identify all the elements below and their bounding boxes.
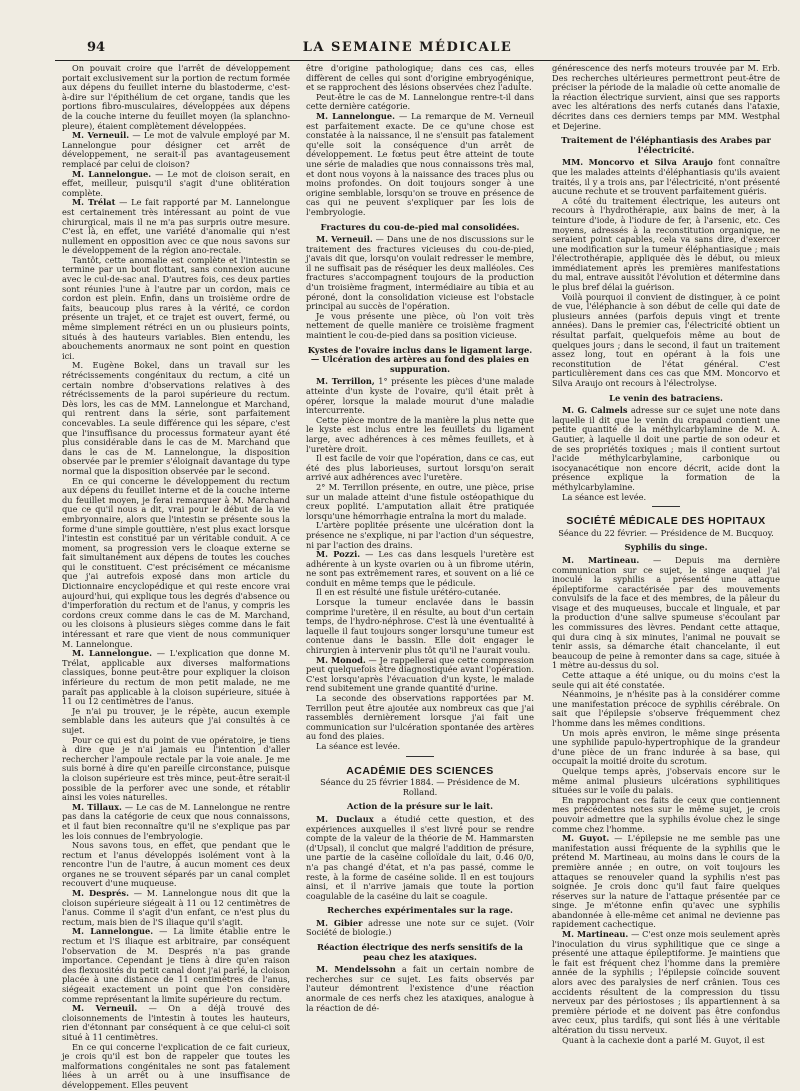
- section-divider: [652, 506, 680, 507]
- paragraph: En ce qui concerne l'explication de ce fait curieux, je crois qu'il est bon de rappeler que toutes les malformations congénitales ne sont pas fatalement liées à un arrêt ou à une insuffisance de développement. Elles peuvent: [62, 1041, 290, 1090]
- speaker-name: M. Trélat: [72, 197, 116, 208]
- paragraph-text: adresse une note sur ce sujet. (Voir Société de biologie.): [306, 917, 535, 938]
- paragraph: On pouvait croire que l'arrêt de développement portait exclusivement sur la portion de rectum formée aux dépens du feuillet interne du blastoderme, c'est-à-dire sur l'épithélium de cet organe, tandis que les portions fibro-musculaires, développées aux dépens de la couche interne du feuillet moyen (la splanchno-pleure), étaient complètement développées.: [62, 63, 290, 131]
- paragraph: A côté du traitement électrique, les auteurs ont recours à l'hydrothérapie, aux bains de mer, à la teinture d'iode, à l'iodure de fer, à l'arsenic, etc. Ces moyens, adressés à la reconstitution organique, ne seraient point capables, cela va sans dire, d'exercer une modification sur la tumeur éléphantiasique ; mais l'électrothérapie, appliquée dès le début, ou mieux immédiatement après les premières manifestations du mal, entrave aussitôt l'évolution et détermine dans le plus bref délai la guérison.: [552, 195, 780, 293]
- speaker-name: M. Lannelongue.: [316, 110, 396, 121]
- paragraph-text: — On a déjà trouvé des cloisonnements de l'intestin à toutes les hauteurs, rien d'étonnant par conséquent à ce que celui-ci soit situé à 11 centimètres.: [62, 1003, 290, 1042]
- paragraph: [306, 377, 534, 415]
- speaker-name: M. Després.: [72, 888, 129, 899]
- page-number: 94: [87, 40, 106, 55]
- paragraph: Peut-être le cas de M. Lannelongue rentre-t-il dans cette dernière catégorie.: [306, 91, 534, 112]
- paragraph: [306, 919, 534, 938]
- society-title: ACADÉMIE DES SCIENCES: [346, 764, 494, 777]
- speaker-name: M. Lannelongue.: [72, 168, 152, 179]
- section-heading: Kystes de l'ovaire inclus dans le ligament large. — Ulcération des artères au fond des plaies en suppuration.: [307, 344, 533, 374]
- speaker-name: M. Mendelssohn: [316, 964, 396, 975]
- paragraph-text: — La remarque de M. Verneuil est parfaitement exacte. De ce qu'une chose est constatée à la naissance, il ne s'ensuit pas fatalement qu'elle soit la conséquence d'un arrêt de développement. Le fœtus peut être atteint de toute une série de maladies que nous connaissons très mal, et dont nous voyons à la naissance des traces plus ou moins profondes. On doit toujours songer à une origine semblable, lorsqu'on se trouve en présence de cas qui ne peuvent s'expliquer par les lois de l'embryologie.: [306, 110, 535, 217]
- section-heading: Recherches expérimentales sur la rage.: [327, 905, 513, 916]
- paragraph-text: — Je rappellerai que cette compression peut quelquefois être diagnostiquée avant l'opération. C'est lorsqu'après l'évacuation d'un kyste, le malade rend subitement une grande quantité d'urine.: [306, 654, 535, 694]
- section-divider: [406, 756, 434, 757]
- paragraph-text: — L'épilepsie ne me semble pas une manifestation aussi fréquente de la syphilis que le prétend M. Martineau, au moins dans le cours de la première année ; en outre, on voit toujours les attaques se renouveler quand la syphilis n'est pas soignée. Je crois donc qu'il faut faire quelques réserves sur la nature de l'attaque présentée par ce singe. Je m'étonne enfin qu'avec une syphilis abandonnée à elle-même cet animal ne devienne pas rapidement cachectique.: [552, 833, 780, 930]
- society-title: SOCIÉTÉ MÉDICALE DES HOPITAUX: [566, 515, 766, 528]
- paragraph: M. Eugène Bokel, dans un travail sur les rétrécissements congénitaux du rectum, a cité un certain nombre d'observations relatives à des rétrécissements de la paroi supérieure du rectum. Dès lors, les cas de MM. Lannelongue et Marchand, qui rentrent dans la série, sont parfaitement concevables. La seule différence qui les sépare, c'est que l'insuffisance du processus formateur ayant été plus considérable dans le cas de M. Marchand que dans le cas de M. Lannelongue, la disposition observée par le premier s'éloignait davantage du type normal que la disposition observée par le second.: [62, 360, 290, 476]
- paragraph: Je vous présente une pièce, où l'on voit très nettement de quelle manière ce troisième fragment maintient le cou-de-pied dans sa position vicieuse.: [306, 310, 534, 341]
- paragraph-text: — Depuis ma dernière communication sur ce sujet, le singe auquel j'ai inoculé la syphilis a présenté une attaque épileptiforme caractérisée par des mouvements convulsifs de la face et des membres, de la pâleur du visage et des muqueuses, buccale et linguale, et par la production d'une salive spumeuse s'écoulant par les commissures des lèvres. Pendant cette attaque, qui dura cinq à six minutes, l'animal ne pouvait se tenir assis, sa démarche était chancelante, il eut beaucoup de peine à remonter dans sa cage, située à 1 mètre au-dessus du sol.: [552, 554, 781, 671]
- paragraph: Je n'ai pu trouver, je le répète, aucun exemple semblable dans les auteurs que j'ai consultés à ce sujet.: [62, 705, 290, 735]
- section-heading: Le venin des batraciens.: [609, 392, 723, 403]
- paragraph-text: — Le cas de M. Lannelongue ne rentre pas dans la catégorie de ceux que nous connaissons, et il faut bien reconnaître qu'il ne s'explique pas par les lois connues de l'embryologie.: [62, 801, 290, 841]
- paragraph: [62, 131, 290, 169]
- section-heading: Fractures du cou-de-pied mal consolidées.: [320, 221, 520, 232]
- session-line: Séance du 22 février. — Présidence de M. Bucquoy.: [558, 527, 774, 538]
- text-column-left: [62, 63, 291, 1090]
- paragraph: [62, 649, 290, 707]
- paragraph: [62, 198, 290, 256]
- paragraph-text: — M. Lannelongue nous dit que la cloison supérieure siégeait à 11 ou 12 centimètres de l'anus. Comme il s'agit d'un enfant, ce n'est plus du rectum, mais bien de l'S iliaque qu'il s'agit.: [62, 888, 291, 927]
- section-heading: Réaction électrique des nerfs sensitifs de la peau chez les ataxiques.: [317, 942, 523, 962]
- paragraph: Pour ce qui est du point de vue opératoire, je tiens à dire que je n'ai jamais eu l'intention d'aller rechercher l'ampoule rectale par la voie anale. Je me suis borné à dire qu'en pareille circonstance, puisque la cloison supérieure est très mince, peut-être serait-il possible de la perforer avec une sonde, et rétablir ainsi les voies naturelles.: [62, 734, 290, 803]
- paragraph: La séance est levée.: [316, 740, 401, 751]
- paragraph: [552, 158, 780, 196]
- speaker-name: M. Pozzi.: [316, 549, 361, 560]
- speaker-name: M. Verneuil.: [72, 130, 130, 141]
- speaker-name: M. Verneuil.: [72, 1003, 138, 1014]
- paragraph: Quelque temps après, j'observais encore sur le même animal plusieurs ulcérations syphilitiques situées sur le voile du palais.: [552, 765, 780, 796]
- paragraph-text: 1° présente les pièces d'une malade atteinte d'un kyste de l'ovaire, qu'il était prêt à opérer, lorsque la malade mourut d'une maladie intercurrente.: [306, 376, 534, 416]
- paragraph-text: a étudié cette question, et des expériences auxquelles il s'est livré pour se rendre compte de la valeur de la théorie de M. Hammarsten (d'Upsal), il conclut que malgré l'addition de présure, une partie de la caséine colloïdale du lait, 0.46 0/0, n'a pas changé d'état, et n'a pas passé, comme le reste, à la forme de caséine solide. Il en est toujours ainsi, et il n'arrive jamais que toute la portion coagulable de la caséine du lait se coagule.: [306, 813, 534, 901]
- paragraph: [306, 112, 534, 218]
- section-heading: Action de la présure sur le lait.: [346, 801, 494, 812]
- speaker-name: M. Tillaux.: [72, 801, 122, 812]
- paragraph-text: — Dans une de nos discussions sur le traitement des fractures vicieuses du cou-de-pied, j'avais dit que, lorsqu'on voulait redresser le membre, il ne suffisait pas de réséquer les deux malléoles. Ces fractures s'accompagnent toujours de la production d'un troisième fragment, intermédiaire au tibia et au péroné, dont la consolidation vicieuse est l'obstacle principal au succès de l'opération.: [306, 234, 534, 312]
- paragraph: [62, 170, 290, 199]
- paragraph-text: — La limite établie entre le rectum et l'S iliaque est arbitraire, par conséquent l'observation de M. Després n'a pas grande importance. Cependant je tiens à dire qu'en raison des flexuosités du petit canal dont j'ai parlé, la cloison placée à une distance de 11 centimètres de l'anus, siégeait exactement un point que l'on considère comme représentant la limite supérieure du rectum.: [62, 926, 291, 1004]
- speaker-name: M. Martineau.: [562, 929, 629, 940]
- paragraph: Lorsque la tumeur enclavée dans le bassin comprime l'uretère, il en résulte, au bout d'un certain temps, de l'hydro-néphrose. C'est là une éventualité à laquelle il faut toujours songer lorsqu'une tumeur est contenue dans le bassin. Elle doit engager le chirurgien à intervenir plus tôt qu'il ne l'aurait voulu.: [306, 597, 534, 656]
- paragraph-text: — Les cas dans lesquels l'uretère est adhérente à un kyste ovarien ou à un fibrome utérin, ne sont pas extrêmement rares, et souvent on a lié ce conduit en même temps que le pédicule.: [306, 549, 534, 588]
- paragraph-text: — Le mot de cloison serait, en effet, meilleur, puisqu'il s'agit d'une oblitération complète.: [62, 168, 291, 198]
- paragraph-text: — L'explication que donne M. Trélat, applicable aux diverses malformations classiques, bonne peut-être pour expliquer la cloison inférieure du rectum de mon petit malade, ne me paraît pas applicable à la cloison supérieure, située à 11 ou 12 centimètres de l'anus.: [62, 648, 290, 707]
- paragraph: Nous savons tous, en effet, que pendant que le rectum et l'anus développés isolément vont à la rencontre l'un de l'autre, à aucun moment ces deux organes ne se trouvent séparés par un canal complet recouvert d'une muqueuse.: [62, 840, 290, 889]
- paragraph: Cette pièce montre de la manière la plus nette que le kyste est inclus entre les feuillets du ligament large, avec adhérences à ces mêmes feuillets, et à l'uretère droit.: [306, 414, 534, 454]
- speaker-name: M. Gibier: [316, 917, 363, 928]
- paragraph: [62, 803, 290, 841]
- speaker-name: M. Terrillon,: [316, 376, 375, 387]
- paragraph: [306, 656, 534, 694]
- paragraph: Il est facile de voir que l'opération, dans ce cas, eut été des plus laborieuses, surtout lorsqu'on serait arrivé aux adhérences avec l'uretère.: [306, 453, 534, 483]
- paragraph: [306, 815, 534, 901]
- speaker-name: M. Martineau.: [562, 554, 640, 565]
- paragraph: [306, 235, 534, 312]
- text-column-right: [552, 64, 780, 1074]
- paragraph: Tantôt, cette anomalie est complète et l'intestin se termine par un bout flottant, sans connexion aucune avec le cul-de-sac anal. D'autres fois, ces deux parties sont réunies l'une à l'autre par un cordon, mais ce cordon est plein. Enfin, dans un troisième ordre de faits, beaucoup plus rares à la vérité, ce cordon présente un trajet, et ce trajet est ouvert, fermé, ou même simplement rétréci en un ou plusieurs points, situés à des hauteurs variables. Bien entendu, les abouchements anormaux ne sont point en question ici.: [62, 254, 290, 361]
- paragraph: Cette attaque a été unique, ou du moins c'est la seule qui ait été constatée.: [552, 670, 780, 690]
- paragraph: Quant à la cachexie dont a parlé M. Guyot, il est: [562, 1034, 765, 1045]
- speaker-name: M. Verneuil.: [316, 234, 373, 245]
- speaker-name: MM. Moncorvo et Silva Araujo: [562, 157, 713, 168]
- paragraph: La seconde des observations rapportées par M. Terrillon peut être ajoutée aux nombreux cas que j'ai rassemblés dernièrement lorsque j'ai fait une communication sur l'ulcération spontanée des artères au fond des plaies.: [306, 693, 534, 742]
- paragraph: [62, 927, 290, 1004]
- paragraph: [552, 406, 780, 492]
- speaker-name: M. Lannelongue.: [72, 648, 152, 659]
- paragraph: générescence des nerfs moteurs trouvée par M. Erb. Des recherches ultérieures permettront peut-être de préciser la période de la maladie où cette anomalie de la réaction électrique survient, ainsi que ses rapports avec les altérations des nerfs cutanés dans l'ataxie, décrites dans ces derniers temps par MM. Westphal et Dejerine.: [552, 63, 780, 131]
- paragraph-text: — Le fait rapporté par M. Lannelongue est certainement très intéressant au point de vue chirurgical, mais il ne m'a pas surpris outre mesure. C'est là, en effet, une variété d'anomalie qui n'est nullement en opposition avec ce que nous savons sur le développement de la région ano-rectale.: [62, 197, 290, 256]
- speaker-name: M. Guyot.: [562, 833, 610, 844]
- speaker-name: M. Monod.: [316, 654, 366, 665]
- paragraph: [306, 550, 534, 588]
- paragraph: [306, 965, 534, 1013]
- paragraph-text: — C'est onze mois seulement après l'inoculation du virus syphilitique que ce singe a présenté une attaque épileptiforme. Je maintiens que le fait est fréquent chez l'homme dans la première année de la syphilis ; l'épilepsie coïncide souvent alors avec des paralysies de nerf crânien. Tous ces accidents résultent de la compression du tissu nerveux par des périostoses ; ils appartiennent à sa première période et ne doivent pas être confondus avec ceux, plus tardifs, qui sont liés à une véritable altération du tissu nerveux.: [552, 929, 781, 1035]
- journal-title: LA SEMAINE MÉDICALE: [302, 40, 513, 55]
- paragraph: [552, 930, 780, 1036]
- text-column-middle: [306, 64, 534, 1074]
- paragraph-text: adresse sur ce sujet une note dans laquelle il dit que le venin du crapaud contient une petite quantité de la méthylcarbylamine de M. A. Gautier, à laquelle il doit une partie de son odeur et de ses propriétés toxiques ; mais il contient surtout l'acide méthylcarbylamine, carbonique ou isocyanacétique non encore décrit, acide dont la présence explique la formation de la méthylcarbylamine.: [552, 405, 780, 492]
- speaker-name: M. Lannelongue.: [72, 926, 154, 937]
- paragraph: [62, 1004, 290, 1042]
- section-heading: Syphilis du singe.: [624, 542, 708, 553]
- paragraph-text: font connaître que les malades atteints d'éléphantiasis qu'ils avaient traités, il y a trois ans, par l'électricité, n'ont présenté aucune rechute et se trouvent parfaitement guéris.: [552, 157, 780, 197]
- page-header: [55, 36, 760, 61]
- paragraph: Néanmoins, je n'hésite pas à la considérer comme une manifestation précoce de syphilis cérébrale. On sait que l'épilepsie s'observe fréquemment chez l'homme dans les mêmes conditions.: [552, 689, 780, 728]
- paragraph: [62, 889, 290, 927]
- paragraph: 2° M. Terrillon présente, en outre, une pièce, prise sur un malade atteint d'une fistule ostéopathique du creux poplité. L'amputation allait être pratiquée lorsqu'une hémorrhagie entraîna la mort du malade.: [306, 481, 534, 521]
- section-heading: Traitement de l'éléphantiasis des Arabes par l'électricité.: [561, 135, 771, 155]
- paragraph: Voilà pourquoi il convient de distinguer, à ce point de vue, l'éléphancie à son début de celle qui date de plusieurs années (parfois depuis vingt et trente années). Dans le premier cas, l'électricité obtient un résultat parfait, quelquefois même au bout de quelques jours ; dans le second, il faut un traitement assez long, tout en opérant à la fois une reconstitution de l'état général. C'est particulièrement dans ces cas que MM. Moncorvo et Silva Araujo ont recours à l'électrolyse.: [552, 291, 780, 388]
- paragraph: L'artère poplitée présente une ulcération dont la présence ne s'explique, ni par l'action d'un séquestre, ni par l'action des drains.: [306, 520, 534, 550]
- paragraph: En rapprochant ces faits de ceux que contiennent mes précédentes notes sur le même sujet, je crois pouvoir admettre que la syphilis évolue chez le singe comme chez l'homme.: [552, 794, 780, 834]
- paragraph: En ce qui concerne le développement du rectum aux dépens du feuillet interne et de la couche interne du feuillet moyen, je ferai remarquer à M. Marchand que ce qu'il nous a dit, vrai pour le début de la vie embryonnaire, alors que l'intestin se présente sous la forme d'une simple gouttière, n'est plus exact lorsque l'intestin est constitué par un véritable conduit. A ce moment, sa progression vers le cloaque externe se fait simultanément aux dépens de toutes les couches qui le constituent. C'est précisément ce mécanisme que j'ai autrefois exposé dans mon article du Dictionnaire encyclopédique et qui reste encore vrai aujourd'hui, qui explique tous les degrés d'absence ou d'imperforation du rectum et de l'anus, y compris les cordons creux comme dans le cas de M. Marchand, ou les cloisons à plusieurs sièges comme dans le fait intéressant et rare que vient de nous communiquer M. Lannelongue.: [62, 475, 290, 649]
- speaker-name: M. G. Calmels: [562, 405, 628, 416]
- paragraph-text: a fait un certain nombre de recherches sur ce sujet. Les faits observés par l'auteur démontrent l'existence d'une réaction anormale de ces nerfs chez les ataxiques, analogue à la réaction de dé-: [306, 964, 535, 1013]
- session-line: Séance du 25 février 1884. — Présidence de M. Rolland.: [320, 777, 520, 797]
- paragraph: Il en est résulté une fistule urétéro-cutanée.: [316, 587, 501, 598]
- paragraph-text: — Le mot de valvule employé par M. Lannelongue pour désigner cet arrêt de développement, ne serait-il pas avantageusement remplacé par celui de cloison?: [62, 130, 290, 169]
- paragraph: [552, 834, 780, 930]
- paragraph: être d'origine pathologique; dans ces cas, elles diffèrent de celles qui sont d'origine embryogénique, et se rapprochent des lésions observées chez l'adulte.: [306, 63, 534, 93]
- paragraph: Un mois après environ, le même singe présenta une syphilide papulo-hypertrophique de la grandeur d'une pièce de un franc indurée à sa base, qui occupait la moitié droite du scrotum.: [552, 727, 780, 767]
- paragraph: La séance est levée.: [562, 491, 647, 502]
- paragraph: [552, 556, 780, 671]
- speaker-name: M. Duclaux: [316, 813, 374, 824]
